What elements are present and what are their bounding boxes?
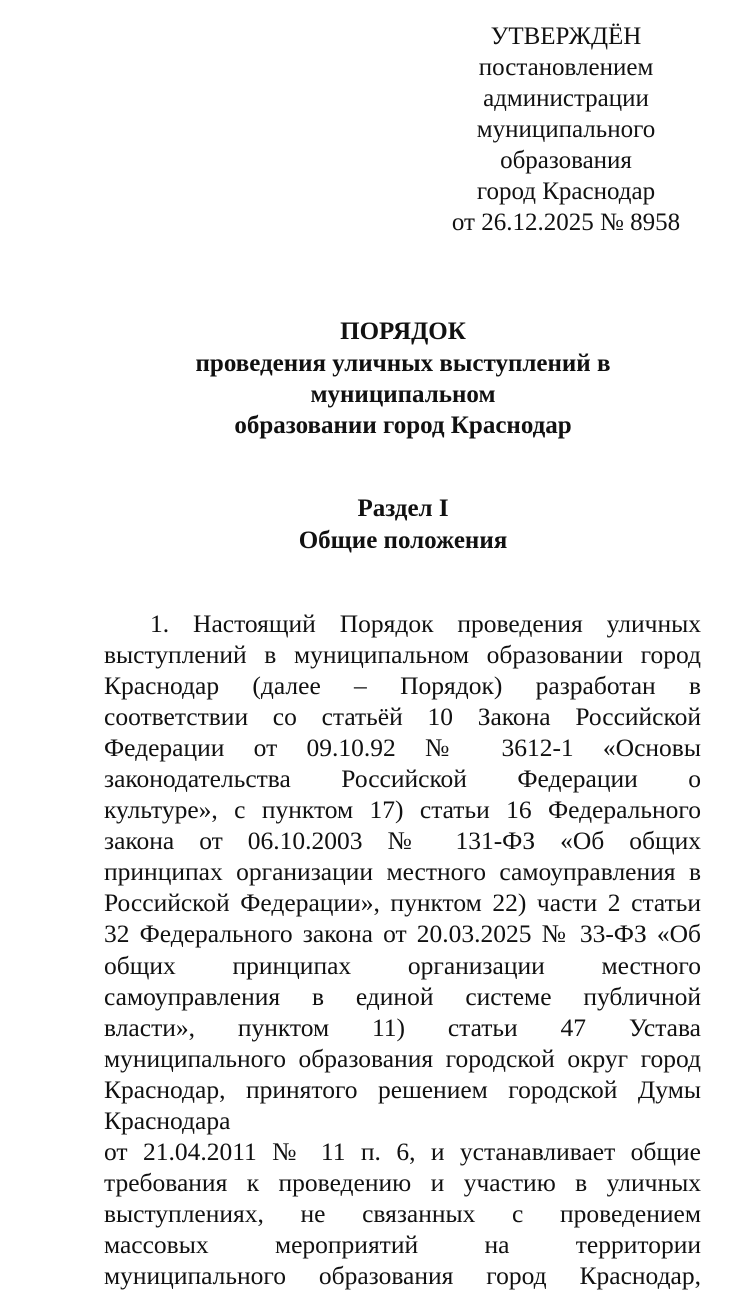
- text-line: принципах организации местного самоуправления в: [104, 857, 701, 886]
- section-title: Общие положения: [298, 527, 508, 554]
- approval-line: постановлением: [478, 54, 654, 81]
- text-line: Российской Федерации», пунктом 22) части 2 статьи: [104, 888, 701, 917]
- text-line: требования к проведению и участию в уличных: [104, 1168, 701, 1197]
- approval-date-number: от 26.12.2025 № 8958: [451, 209, 681, 236]
- text-line: массовых мероприятий на территории: [104, 1230, 701, 1259]
- text-line: самоуправления в единой системе публичной: [104, 982, 701, 1011]
- approval-line: муниципального: [476, 116, 656, 143]
- text-line: власти», пунктом 11) статьи 47 Устава: [104, 1013, 701, 1042]
- approval-line: город Краснодар: [476, 178, 656, 205]
- text-line: муниципального образования город Краснодар,: [104, 1261, 701, 1290]
- approval-line: администрации: [483, 85, 649, 112]
- title-heading: ПОРЯДОК: [340, 318, 466, 345]
- text-line: муниципального образования городской округ город: [104, 1044, 701, 1073]
- title-line: образовании город Краснодар: [234, 412, 572, 439]
- text-line: законодательства Российской Федерации о: [104, 764, 701, 793]
- text-line: общих принципах организации местного: [104, 951, 701, 980]
- section-number: Раздел I: [357, 495, 449, 522]
- text-line: 32 Федерального закона от 20.03.2025 № 33-ФЗ «Об: [104, 919, 701, 948]
- text-line: закона от 06.10.2003 № 131-ФЗ «Об общих: [104, 826, 701, 855]
- text-line: соответствии со статьёй 10 Закона Российской: [104, 702, 701, 731]
- title-line: муниципальном: [310, 381, 496, 408]
- text-line: Краснодар (далее – Порядок) разработан в: [104, 671, 701, 700]
- text-line: 1. Настоящий Порядок проведения уличных: [150, 609, 701, 638]
- text-line: Краснодар, принятого решением городской Думы: [104, 1075, 701, 1104]
- text-line: культуре», с пунктом 17) статьи 16 Федерального: [104, 795, 701, 824]
- title-line: проведения уличных выступлений в: [195, 350, 611, 377]
- text-line: выступлений в муниципальном образовании город: [104, 640, 701, 669]
- approval-heading: УТВЕРЖДЁН: [490, 23, 642, 50]
- text-line: Федерации от 09.10.92 № 3612-1 «Основы: [104, 733, 701, 762]
- text-line: Краснодара: [104, 1106, 231, 1135]
- text-line: выступлениях, не связанных с проведением: [104, 1199, 701, 1228]
- text-line: от 21.04.2011 № 11 п. 6, и устанавливает общие: [104, 1137, 701, 1166]
- approval-line: образования: [500, 147, 632, 174]
